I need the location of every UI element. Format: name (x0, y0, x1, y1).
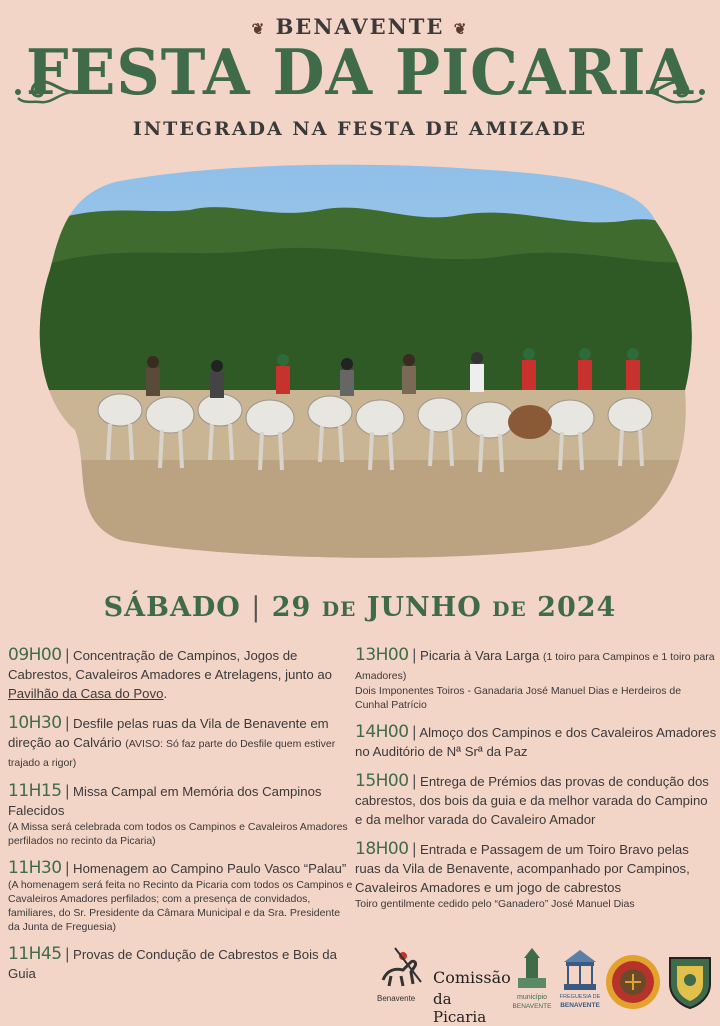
comissao-town: Benavente (377, 994, 416, 1003)
schedule-description: Almoço dos Campinos e dos Cavaleiros Amadores no Auditório de Nª Srª da Paz (355, 725, 717, 759)
schedule-description: Picaria à Vara Larga (420, 648, 543, 663)
schedule-time: 13H00 (355, 645, 409, 665)
schedule-description: Entrega de Prémios das provas de condução dos cabrestos, dos bois da guia e da melhor varada do Campino e da melhor varada do Cavaleiro Amador (355, 774, 709, 827)
schedule-note: Dois Imponentes Toiros - Ganadaria José Manuel Dias e Herdeiros de Cunhal Patrício (355, 685, 682, 711)
schedule-note: (A homenagem será feita no Recinto da Picaria com todos os Campinos e Cavaleiros Amadores perfilados; com a presença de convidados, familiares, do Sr. Presidente da Câmara Municipal e da Sra. Presidente da Junta de Freguesia) (8, 879, 353, 933)
schedule-description: Entrada e Passagem de um Toiro Bravo pelas ruas da Vila de Benavente, acompanhado por Campinos, Cavaleiros Amadores e um jogo de cabrestos (355, 842, 690, 895)
town-name: BENAVENTE (275, 14, 445, 39)
schedule-left-column (8, 646, 353, 994)
bandstand-icon (560, 948, 600, 992)
time-divider: | (65, 860, 70, 877)
freguesia-label: FREGUESIA DE (559, 994, 601, 1000)
event-photo (30, 160, 702, 560)
schedule-item (355, 840, 717, 911)
time-divider: | (412, 647, 417, 664)
freguesia-town: BENAVENTE (560, 1002, 600, 1009)
schedule-time: 09H00 (8, 645, 62, 665)
comissao-picaria-logo (375, 940, 511, 1026)
date-year: 2024 (537, 592, 617, 623)
horseman-icon (377, 942, 427, 992)
sponsor-logos (375, 940, 720, 1026)
shield-crest-icon (667, 954, 713, 1010)
time-divider: | (65, 647, 70, 664)
schedule-time: 11H30 (8, 858, 62, 878)
schedule-item (8, 646, 353, 703)
event-title: FESTA DA PICARIA (26, 36, 694, 110)
schedule-item (8, 945, 353, 983)
schedule-item (8, 782, 353, 848)
date-month: JUNHO (366, 592, 482, 623)
municipio-logo (509, 948, 555, 1018)
schedule-note: (AVISO: Só faz parte do Desfile quem estiver trajado a rigor) (8, 738, 336, 769)
time-divider: | (65, 946, 70, 963)
schedule-description: Concentração de Campinos, Jogos de Cabrestos, Cavaleiros Amadores e Atrelagens, junto ao (8, 648, 333, 682)
time-divider: | (412, 724, 417, 741)
event-subtitle: INTEGRADA NA FESTA DE AMIZADE (132, 118, 588, 140)
date-separator: | (251, 592, 262, 623)
municipio-label: município (517, 994, 547, 1001)
right-swirl-ornament-icon (644, 72, 708, 112)
tower-icon (512, 948, 552, 992)
schedule-time: 10H30 (8, 713, 62, 733)
schedule-time: 18H00 (355, 839, 409, 859)
time-divider: | (412, 773, 417, 790)
time-divider: | (65, 783, 70, 800)
schedule-note: (1 toiro para Campinos e 1 toiro para Amadores) (355, 651, 715, 682)
schedule-description: Homenagem ao Campino Paulo Vasco “Palau” (73, 861, 347, 876)
town-heading (0, 14, 720, 39)
schedule-time: 14H00 (355, 722, 409, 742)
date-preposition: DE (321, 597, 357, 621)
schedule-item (355, 723, 717, 761)
municipio-town: BENAVENTE (512, 1003, 552, 1010)
comissao-name-line1: Comissão (433, 968, 511, 987)
schedule-note: (A Missa será celebrada com todos os Campinos e Cavaleiros Amadores perfilados no recinto da Picaria) (8, 821, 348, 847)
date-day-number: 29 (271, 592, 312, 623)
date-weekday: SÁBADO (103, 592, 241, 623)
time-divider: | (65, 715, 70, 732)
leaf-ornament-icon: ❦ (453, 20, 469, 38)
poster-header (0, 0, 720, 150)
schedule-note: Toiro gentilmente cedido pelo “Ganadero” José Manuel Dias (355, 898, 635, 910)
round-emblem-icon (605, 954, 661, 1010)
freguesia-logo (557, 948, 603, 1018)
schedule-description: Desfile pelas ruas da Vila de Benavente em direção ao Calvário (8, 716, 329, 750)
schedule-right-column (355, 646, 717, 922)
schedule-time: 15H00 (355, 771, 409, 791)
schedule-time: 11H45 (8, 944, 62, 964)
schedule-item (8, 714, 353, 771)
schedule-item (355, 772, 717, 829)
time-divider: | (412, 841, 417, 858)
schedule-description: Provas de Condução de Cabrestos e Bois da Guia (8, 947, 337, 981)
schedule-item (8, 859, 353, 934)
event-date (0, 592, 720, 623)
schedule-description-end: . (163, 686, 168, 701)
leaf-ornament-icon: ❦ (251, 20, 267, 38)
schedule-time: 11H15 (8, 781, 62, 801)
schedule-description: Missa Campal em Memória dos Campinos Falecidos (8, 784, 322, 818)
schedule-item (355, 646, 717, 712)
date-preposition: DE (492, 597, 527, 621)
comissao-name-line2: da Picaria (433, 990, 487, 1026)
venue-link: Pavilhão da Casa do Povo (8, 686, 164, 701)
